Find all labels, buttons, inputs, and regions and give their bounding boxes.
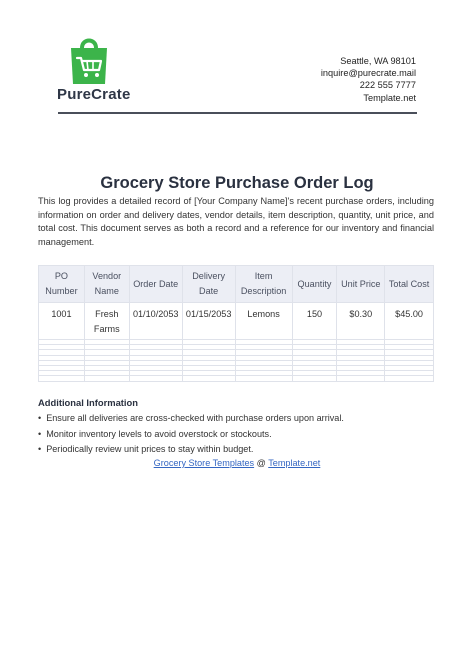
cell-unit-price: $0.30 xyxy=(337,303,385,340)
empty-cell xyxy=(235,376,292,381)
empty-cell xyxy=(129,376,182,381)
list-item: • Periodically review unit prices to stay within budget. xyxy=(38,442,344,458)
table-row xyxy=(39,303,434,340)
empty-cell xyxy=(182,376,235,381)
footer xyxy=(0,458,474,468)
shopping-bag-cart-icon xyxy=(69,36,109,84)
intro-paragraph: This log provides a detailed record of [Your Company Name]'s recent purchase orders, including information on order and delivery dates, vendor details, item description, quantity, unit price, and total cost. This document serves as both a record and a reference for our inventory and financial management. xyxy=(38,196,434,247)
header-item-description: Item Description xyxy=(235,266,292,303)
contact-email[interactable]: inquire@purecrate.mail xyxy=(320,68,416,79)
cell-vendor-name: Fresh Farms xyxy=(84,303,129,340)
list-item: • Monitor inventory levels to avoid overstock or stockouts. xyxy=(38,427,344,443)
template-net-link[interactable]: Template.net xyxy=(268,458,321,468)
brand-name: PureCrate xyxy=(57,86,131,103)
list-item: • Ensure all deliveries are cross-checked with purchase orders upon arrival. xyxy=(38,411,344,427)
header-delivery-date: Delivery Date xyxy=(182,266,235,303)
document-title: Grocery Store Purchase Order Log xyxy=(100,174,374,192)
cell-item-description: Lemons xyxy=(235,303,292,340)
footer-separator: @ xyxy=(256,458,266,468)
contact-block xyxy=(321,55,416,104)
cell-delivery-date: 01/15/2053 xyxy=(182,303,235,340)
additional-info-list xyxy=(38,411,344,458)
header-po-number: PO Number xyxy=(39,266,85,303)
empty-cell xyxy=(385,376,434,381)
table-header-row xyxy=(39,266,434,303)
purchase-order-table xyxy=(38,265,434,382)
additional-info-heading: Additional Information xyxy=(38,397,138,408)
header-total-cost: Total Cost xyxy=(385,266,434,303)
empty-cell xyxy=(337,376,385,381)
contact-address: Seattle, WA 98101 xyxy=(340,56,416,66)
cell-total-cost: $45.00 xyxy=(385,303,434,340)
cell-quantity: 150 xyxy=(292,303,337,340)
header-vendor-name: Vendor Name xyxy=(84,266,129,303)
header-unit-price: Unit Price xyxy=(337,266,385,303)
templates-link[interactable]: Grocery Store Templates xyxy=(153,458,255,468)
empty-cell xyxy=(292,376,337,381)
empty-cell xyxy=(39,376,85,381)
cell-order-date: 01/10/2053 xyxy=(129,303,182,340)
header-divider xyxy=(58,112,417,114)
table-row-empty xyxy=(39,376,434,381)
header-order-date: Order Date xyxy=(129,266,182,303)
contact-website[interactable]: Template.net xyxy=(363,92,416,103)
logo xyxy=(57,36,133,84)
header-quantity: Quantity xyxy=(292,266,337,303)
empty-cell xyxy=(84,376,129,381)
cell-po-number: 1001 xyxy=(39,303,85,340)
contact-phone: 222 555 7777 xyxy=(359,80,416,91)
